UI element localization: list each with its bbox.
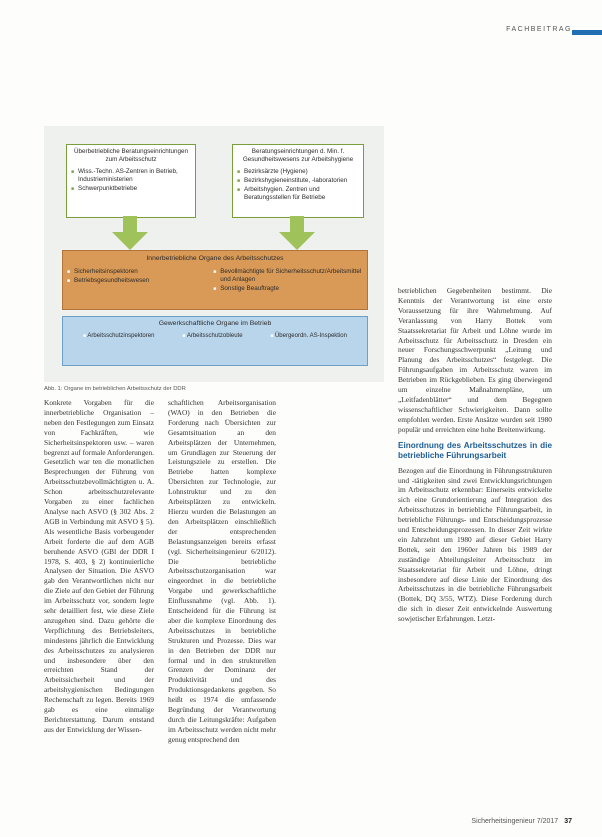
internal-organs-list-right: [209, 268, 367, 294]
list-item: ■ Arbeitshygien. Zentren und Beratungsstellen für Betriebe: [237, 186, 359, 202]
advisory-bodies-list: [67, 168, 195, 193]
list-item: ■ Wiss.-Techn. AS-Zentren in Betrieb, Industrieministerien: [71, 168, 191, 184]
advisory-bodies-title: Überbetriebliche Beratungseinrichtungen zum Arbeitsschutz: [73, 148, 189, 163]
paragraph: betrieblichen Gegebenheiten bestimmt. Die Kenntnis der Verantwortung ist eine erste Voraussetzung für ihre Wahrnehmung. Auf Veranlassung von Harry Bottek vom Staatssekretariat für Arbeit und Löhne wurde im Arbeitsschutz für Arbeitsschutz in Dresden ein neuer Forschungsschwerpunkt „Leitung und Planung des Arbeitsschutzes“ festgelegt. Die Führungsaufgaben im Arbeitsschutz waren im Betrieben im Rückgeblieben. Es ging überwiegend um einzelne Maßnahmenpläne, um „Leitfadenblätter“ und dem Begegnen wissenschaftlicher Schwierigkeiten. Dann sollte empfohlen werden. Erste Ansätze wurden seit 1980 populär und erreichten eine hohe Breitenwirkung.: [398, 286, 552, 434]
org-chart-figure: [44, 126, 384, 382]
body-column-1: [44, 398, 154, 735]
journal-name: Sicherheitsingenieur 7/2017: [471, 818, 559, 825]
hygiene-bodies-box: [232, 144, 364, 218]
paragraph: Bezogen auf die Einordnung in Führungsstrukturen und -tätigkeiten sind zwei Entwicklungsrichtungen im Arbeitsschutz erkennbar: Einerseits entwickelte sich eine Grundorientierung auf Integration des Arbeitsschutzes in betriebliche Führungsarbeit, in betriebliche Führungs- und Entscheidungsprozesse und Entscheidungsprozessen. In dieser Zeit wirkte ein Jahrzehnt um 1980 auf dieser Gebiet Harry Bottek, seit den 1960er Jahren bis 1989 der zuständige Abteilungsleiter Arbeitsschutz im Staatssekretariat für Arbeit und Löhne, dringt insbesondere auf diese Linie der Einordnung des Arbeitsschutzes in die betriebliche Führungsarbeit (Bottek, DQ 3/55, WTZ). Diese Forderung durch die sich in dieser Zeit entwickelnde Auswertung sowjetischer Erfahrungen. Letzt-: [398, 465, 552, 624]
list-item: ■ Bezirkshygieneinstitute, -laboratorien: [237, 177, 359, 185]
arrow-down-left-icon: [112, 232, 148, 250]
section-subheading: Einordnung des Arbeitsschutzes in die betriebliche Führungsarbeit: [398, 440, 552, 461]
list-item: ■ Bevollmächtigte für Sicherheitsschutz/Arbeitsmittel und Anlagen: [213, 268, 363, 284]
paragraph: Konkrete Vorgaben für die innerbetriebliche Organisation – neben den Festlegungen zum Einsatz von Fachkräften, wie Sicherheitsinspektoren usw. – waren begrenzt auf formale Anforderungen. Gesetzlich war ten die monatlichen Besprechungen der Führung von Arbeitsschutzbevollmächtigten u. A. Schon arbeitsschutzrelevante Vorgaben zu einer fachlichen Analyse nach ASVO (§ 302 Abs. 2 AGB in Verbindung mit ASVO § 5). Als wesentliche Basis vorbeugender Arbeit forderte die auf dem AGB beruhende ASVO (GBl der DDR I 1978, S. 403, § 2) kontinuierliche Analysen der Situation. Die ASVO gab den Verantwortlichen nicht nur die Ziele auf den Gebiet der Führung im Arbeitsschutz vor, sondern legte sehr detailliert fest, wie diese Ziele anzugehen sind. Dazu gehörte die Verpflichtung des Betriebsleiters, mindestens jährlich die Entwicklung des Arbeitsschutzes zu analysieren und insbesondere über den erreichten Stand der Arbeitssicherheit und der arbeitshygienischen Bedingungen Rechenschaft zu legen. Bereits 1969 gab es eine einmalige Berichterstattung. Darum entstand aus der Entwicklung der Wissen-: [44, 398, 154, 734]
page-number: 37: [564, 818, 572, 825]
arrow-down-left-stem: [123, 216, 137, 232]
section-color-bar: [572, 30, 602, 35]
union-organs-box: [62, 316, 368, 366]
hygiene-bodies-list: [233, 168, 363, 202]
list-item: ■ Übergeordn. AS-Inspektion: [271, 332, 347, 340]
advisory-bodies-box: [66, 144, 196, 218]
list-item: ■ Sicherheitsinspektoren: [67, 268, 205, 276]
list-item: ■ Arbeitsschutzinspektoren: [83, 332, 154, 340]
internal-organs-box: [62, 250, 368, 310]
page-footer: [471, 818, 572, 825]
body-column-2: [168, 398, 276, 745]
union-organs-title: Gewerkschaftliche Organe im Betrieb: [158, 320, 272, 327]
union-organs-list: [63, 332, 367, 340]
list-item: ■ Schwerpunktbetriebe: [71, 185, 191, 193]
internal-organs-list-left: [63, 268, 209, 294]
internal-organs-title: Innerbetriebliche Organe des Arbeitsschutzes: [146, 255, 284, 262]
list-item: ■ Bezirksärzte (Hygiene): [237, 168, 359, 176]
figure-caption: Abb. 1: Organe im betrieblichen Arbeitsschutz der DDR: [44, 386, 186, 392]
paragraph: schaftlichen Arbeitsorganisation (WAO) in den Betrieben die Forderung nach Übersichten zur Gesamtsituation an den Arbeitsplätzen der Unternehmen, um Grundlagen zur Steuerung der Leistungsziele zu erstellen. Die Betriebe hatten komplexe Übersichten zur Technologie, zur Lohnstruktur und zu den Arbeitsplätzen zu entwickeln. Hierzu wurden die Belastungen an den Arbeitsplätzen einschließlich der entsprechenden Belastungsanzeigen bereits erfasst (vgl. Sicherheitsingenieur 6/2012). Die betriebliche Arbeitsschutzorganisation war eingeordnet in die betriebliche Vorgabe und gewerkschaftliche Einflussnahme (vgl. Abb. 1). Entscheidend für die Führung ist aber die komplexe Einordnung des Arbeitsschutzes in betriebliche Strukturen und Prozesse. Dies war in den Betrieben der DDR nur formal und in den strukturellen Grenzen der Dominanz der Produktivität und des Produktionsgedankens gegeben. So heißt es 1974 die umfassende Begründung der Verantwortung durch die Leitungskräfte: Aufgaben im Arbeitsschutz werden nicht mehr genug entsprechend den: [168, 398, 276, 744]
arrow-down-right-icon: [279, 232, 315, 250]
section-tag: FACHBEITRAG: [506, 26, 572, 33]
list-item: ■ Betriebsgesundheitswesen: [67, 277, 205, 285]
arrow-down-right-stem: [290, 216, 304, 232]
body-column-right: [398, 286, 552, 624]
list-item: ■ Sonstige Beauftragte: [213, 285, 363, 293]
hygiene-bodies-title: Beratungseinrichtungen d. Min. f. Gesundheitswesens zur Arbeitshygiene: [242, 148, 354, 163]
list-item: ■ Arbeitsschutzobleute: [182, 332, 242, 340]
